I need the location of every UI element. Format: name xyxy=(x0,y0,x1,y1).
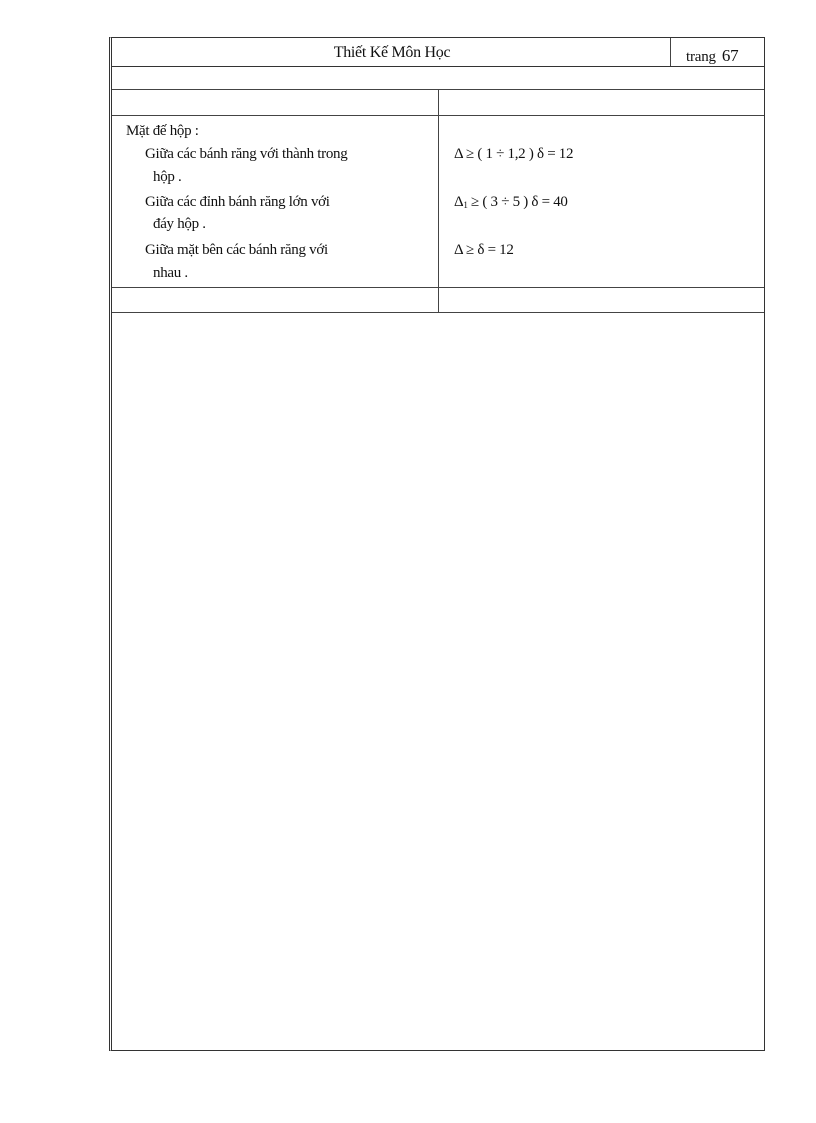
delta-subscript: 1 xyxy=(463,200,468,210)
page-indicator xyxy=(686,46,738,66)
row-1-label-cont: hộp . xyxy=(153,169,182,185)
section-heading: Mặt đế hộp : xyxy=(126,123,199,139)
row-1-label: Giữa các bánh răng với thành trong xyxy=(145,146,348,162)
column-divider xyxy=(438,89,439,312)
page-frame xyxy=(109,37,765,1051)
row-2-formula xyxy=(454,193,568,215)
row-2-label-cont: đáy hộp . xyxy=(153,216,206,232)
row-2-label: Giữa các đỉnh bánh răng lớn với xyxy=(145,194,330,210)
delta-symbol: Δ xyxy=(454,194,464,210)
row-rule xyxy=(112,312,764,313)
header-rule xyxy=(112,66,764,67)
row-rule xyxy=(112,287,764,288)
row-3-label: Giữa mặt bên các bánh răng với xyxy=(145,242,328,258)
row-3-label-cont: nhau . xyxy=(153,265,188,281)
row-1-formula: Δ ≥ ( 1 ÷ 1,2 ) δ = 12 xyxy=(454,146,574,162)
row-2-formula-rest: ≥ ( 3 ÷ 5 ) δ = 40 xyxy=(467,194,568,210)
header-divider xyxy=(670,38,671,66)
document-title: Thiết Kế Môn Học xyxy=(333,44,451,61)
page-label: trang xyxy=(686,49,716,65)
page-number: 67 xyxy=(721,46,739,65)
row-3-formula: Δ ≥ δ = 12 xyxy=(454,242,514,258)
